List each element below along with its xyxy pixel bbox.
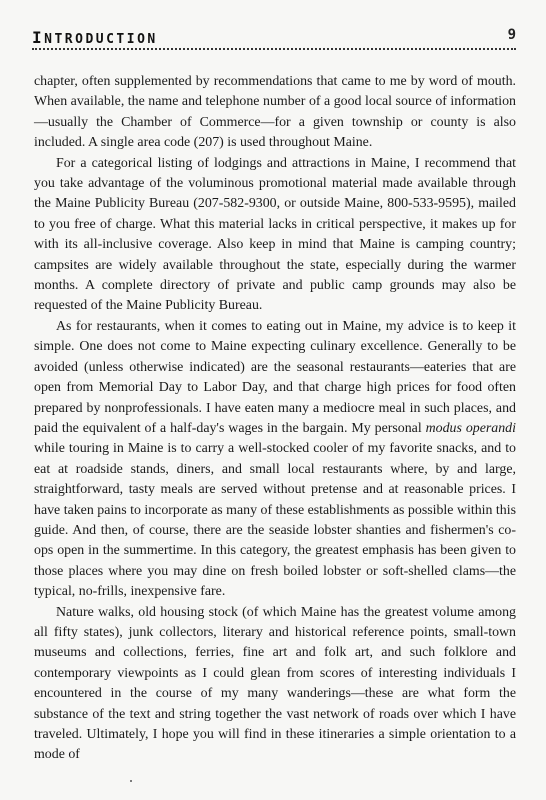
page-number: 9 — [507, 27, 516, 43]
restaurants-text-part-1: As for restaurants, when it comes to eating out in Maine, my advice is to keep it simple. One does not come to Maine expecting culinary excellence. Generally to be avoided (unless otherwise indicated) are the seasonal restaurants—eateries that are open from Memorial Day to Labor Day, and that charge high prices for food often prepared by nonprofessionals. I have eaten many a mediocre meal in such places, and paid the equivalent of a half-day's wages in the bargain. My personal — [34, 318, 516, 436]
paragraph-restaurants — [34, 317, 516, 603]
header-rule — [32, 48, 516, 50]
running-head — [32, 28, 158, 47]
italic-phrase: modus operandi — [425, 420, 516, 436]
restaurants-text-part-2: while touring in Maine is to carry a well-stocked cooler of my favorite snacks, and to eat at roadside stands, diners, and small local restaurants where, by and large, straightforward, tasty meals are served without pretense and at reasonable prices. I have taken pains to incorporate as many of these establishments as possible within this guide. And then, of course, there are the seaside lobster shanties and fishermen's co-ops open in the summertime. In this category, the greatest emphasis has been given to those places where you may dine on fresh boiled lobster or soft-shelled clams—the typical, no-frills, inexpensive fare. — [34, 441, 516, 600]
paragraph-nature-walks: Nature walks, old housing stock (of which Maine has the greatest volume among all fifty states), junk collectors, literary and historical reference points, small-town museums and collections, ferries, fine art and folk art, and such folklore and contemporary viewpoints as I could glean from scores of interesting individuals I encountered in the course of my many wanderings—these are what form the substance of the text and string together the vast network of roads over which I have traveled. Ultimately, I hope you will find in these itineraries a simple orientation to a mode of — [34, 604, 516, 763]
scan-speck — [130, 780, 132, 782]
paragraph-lodgings: For a categorical listing of lodgings and attractions in Maine, I recommend that you take advantage of the voluminous promotional material made available through the Maine Publicity Bureau (207-582-9300, or outside Maine, 800-533-9595), mailed to you free of charge. What this material lacks in critical perspective, it makes up for with its all-inclusive coverage. Also keep in mind that Maine is camping country; campsites are widely available throughout the state, especially during the warmer months. A complete directory of private and public camp grounds may also be requested of the Maine Publicity Bureau. — [34, 155, 516, 314]
page-header — [32, 22, 516, 50]
page-body — [34, 72, 516, 766]
running-head-initial: I — [32, 28, 45, 47]
running-head-rest: NTRODUCTION — [44, 32, 158, 47]
paragraph-continuation: chapter, often supplemented by recommendations that came to me by word of mouth. When available, the name and telephone number of a good local source of information—usually the Chamber of Commerce—for a given township or county is also included. A single area code (207) is used throughout Maine. — [34, 74, 516, 151]
